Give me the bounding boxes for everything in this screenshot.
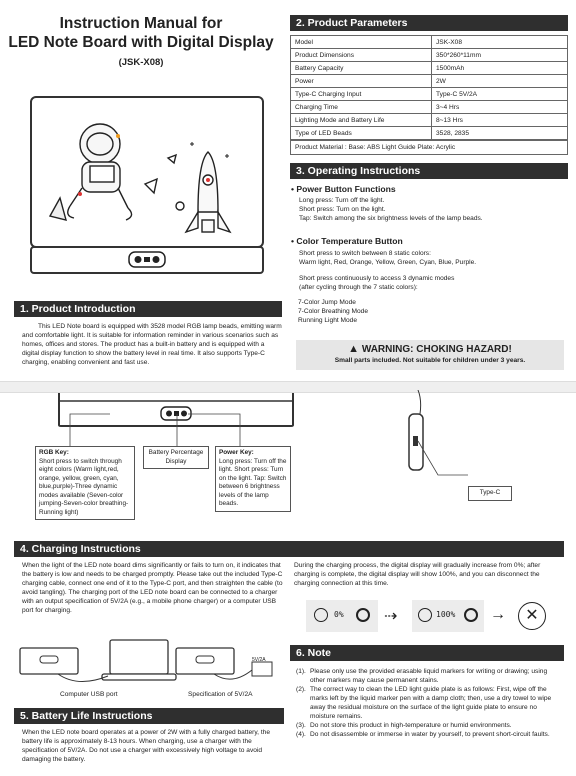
display-full-panel (412, 600, 484, 632)
section-note-header: 6. Note (290, 645, 564, 661)
parameter-value: 2W (432, 75, 568, 88)
warning-subtext: Small parts included. Not suitable for children under 3 years. (334, 357, 526, 364)
note-text: Do not store this product in high-temperature or humid environments. (310, 722, 512, 729)
display-full-value: 100% (436, 610, 456, 619)
parameter-row (291, 114, 568, 127)
title-line-1: Instruction Manual for (59, 15, 223, 32)
charging-left-text: When the light of the LED note board dims significantly or fails to turn on, it indicates that the battery is low and needs to be charged promptly. Please take out the included Type-C charging cable, connect one end of it to the Type-C port, and then straighten the cable (to avoid tangling). The charging port of the LED note board can be connected to a charger with an output specification of 5V/2A (e.g., a mobile phone charger) or a computer USB port for charging. (22, 562, 283, 614)
caption-computer-usb: Computer USB port (60, 691, 118, 698)
power-button-functions (291, 184, 567, 223)
section-operating-instructions-header: 3. Operating Instructions (290, 163, 568, 179)
rgb-key-callout: RGB Key: Short press to switch through eight colors (Warm light,red, orange, yellow, green, cyan, blue,purple)-Three dynamic modes available (Seven-color jumping-Seven-color breathing-Running light) (35, 446, 135, 520)
parameter-row (291, 127, 568, 140)
adapter-spec-label: 5V/2A (252, 657, 266, 663)
power-icon (356, 608, 370, 622)
note-number: (3). (296, 722, 306, 729)
section-product-parameters-header: 2. Product Parameters (290, 15, 568, 31)
battery-percentage-callout: Battery Percentage Display (143, 446, 209, 469)
parameter-name: Type of LED Beads (291, 127, 432, 140)
parameter-value: JSK-X08 (432, 36, 568, 49)
charging-display-sequence (306, 600, 554, 634)
note-item (296, 730, 562, 739)
title-model: (JSK-X08) (118, 57, 164, 68)
parameter-row (291, 75, 568, 88)
section-product-introduction-header: 1. Product Introduction (14, 301, 282, 317)
note-item (296, 685, 562, 721)
power-button-title: • Power Button Functions (291, 184, 396, 194)
parameter-value: 1500mAh (432, 62, 568, 75)
parameter-value: 8~13 Hrs (432, 114, 568, 127)
warning-title: ▲ WARNING: CHOKING HAZARD! (348, 343, 512, 355)
color-temperature-title: • Color Temperature Button (291, 236, 403, 246)
product-material: Product Material : Base: ABS Light Guide Plate: Acrylic (290, 140, 568, 155)
section-battery-life-header: 5. Battery Life Instructions (14, 708, 284, 724)
power-icon (464, 608, 478, 622)
warning-triangle-icon: ▲ (348, 343, 360, 355)
board-illustration (30, 96, 264, 274)
dynamic-mode-list: 7-Color Jump Mode 7-Color Breathing Mode Running Light Mode (298, 299, 369, 324)
product-introduction-text: This LED Note board is equipped with 3528 model RGB lamp beads, emitting warm and comfortable light. It is suitable for information reminder in various scenarios such as homes, offices and stores. The product has a built-in battery and is equipped with a digital display function to show the battery level in real time. It also supports Type-C charging, enabling convenient and fast use. (22, 323, 282, 366)
parameter-row (291, 49, 568, 62)
parameter-name: Product Dimensions (291, 49, 432, 62)
parameter-name: Power (291, 75, 432, 88)
arrow-right-icon: → (490, 606, 506, 623)
parameter-row (291, 101, 568, 114)
parameter-value: 3~4 Hrs (432, 101, 568, 114)
parameters-table (290, 35, 568, 140)
note-number: (1). (296, 668, 306, 675)
parameter-name: Type-C Charging Input (291, 88, 432, 101)
title-line-2: LED Note Board with Digital Display (8, 34, 274, 51)
charging-right-text: During the charging process, the digital display will gradually increase from 0%; after charging is complete, the digital display will show 100%, and you can disconnect the charging connection at this time. (294, 562, 541, 587)
parameter-name: Lighting Mode and Battery Life (291, 114, 432, 127)
battery-life-text: When the LED note board operates at a power of 2W with a fully charged battery, the battery life is approximately 8-13 hours. When charging, use a charger with the specification of 5V/2A. Do not use a charger with excessively high voltage to avoid damaging the battery. (22, 729, 271, 763)
choking-hazard-warning (296, 340, 564, 370)
parameter-name: Model (291, 36, 432, 49)
page-divider (0, 381, 576, 393)
parameter-value: Type-C 5V/2A (432, 88, 568, 101)
note-number: (4). (296, 731, 306, 738)
note-item (296, 721, 562, 730)
parameter-name: Charging Time (291, 101, 432, 114)
note-text: Do not disassemble or immerse in water by yourself, to prevent short-circuit faults. (310, 731, 550, 738)
section-charging-instructions-header: 4. Charging Instructions (14, 541, 564, 557)
type-c-callout: Type-C (468, 486, 512, 501)
charging-arrow-icon: ⇢ (384, 608, 398, 625)
parameter-row (291, 36, 568, 49)
parameter-name: Battery Capacity (291, 62, 432, 75)
display-low-panel (306, 600, 378, 632)
parameter-value: 350*260*11mm (432, 49, 568, 62)
battery-icon (314, 608, 328, 622)
note-item (296, 667, 562, 685)
power-key-callout: Power Key: Long press: Turn off the light. Short press: Turn on the light. Tap: Switch between 6 brightness levels of the lamp beads. (215, 446, 291, 512)
callout-lines (30, 410, 280, 450)
battery-icon (418, 608, 432, 622)
parameter-value: 3528, 2835 (432, 127, 568, 140)
note-text: Please only use the provided erasable liquid markers for writing or drawing; using other markers may cause permanent stains. (310, 668, 548, 684)
note-text: The correct way to clean the LED light guide plate is as follows: First, wipe off the marks left by the liquid marker pen with a damp cloth; then, use a dry towel to wipe away the residual moisture on the surface of the light guide plate to ensure no moisture remains. (310, 686, 552, 720)
color-temperature-button (291, 236, 567, 325)
manual-title (8, 14, 274, 68)
note-number: (2). (296, 686, 306, 693)
side-view-illustration (400, 390, 480, 500)
charging-illustrations (18, 634, 286, 690)
parameter-row (291, 88, 568, 101)
power-button-lines: Long press: Turn off the light. Short press: Turn on the light. Tap: Switch among the six brightness levels of the lamp beads. (299, 197, 483, 222)
unplug-icon: ✕ (518, 602, 546, 630)
display-low-value: 0% (334, 610, 344, 619)
note-list (296, 667, 562, 739)
color-temperature-lines: Short press to switch between 8 static colors: Warm light, Red, Orange, Yellow, Green, Cyan, Blue, Purple. Short press continuously to access 3 dynamic modes (after cycling through the 7 static colors): (299, 250, 477, 291)
parameter-row (291, 62, 568, 75)
caption-spec: Specification of 5V/2A (188, 691, 253, 698)
